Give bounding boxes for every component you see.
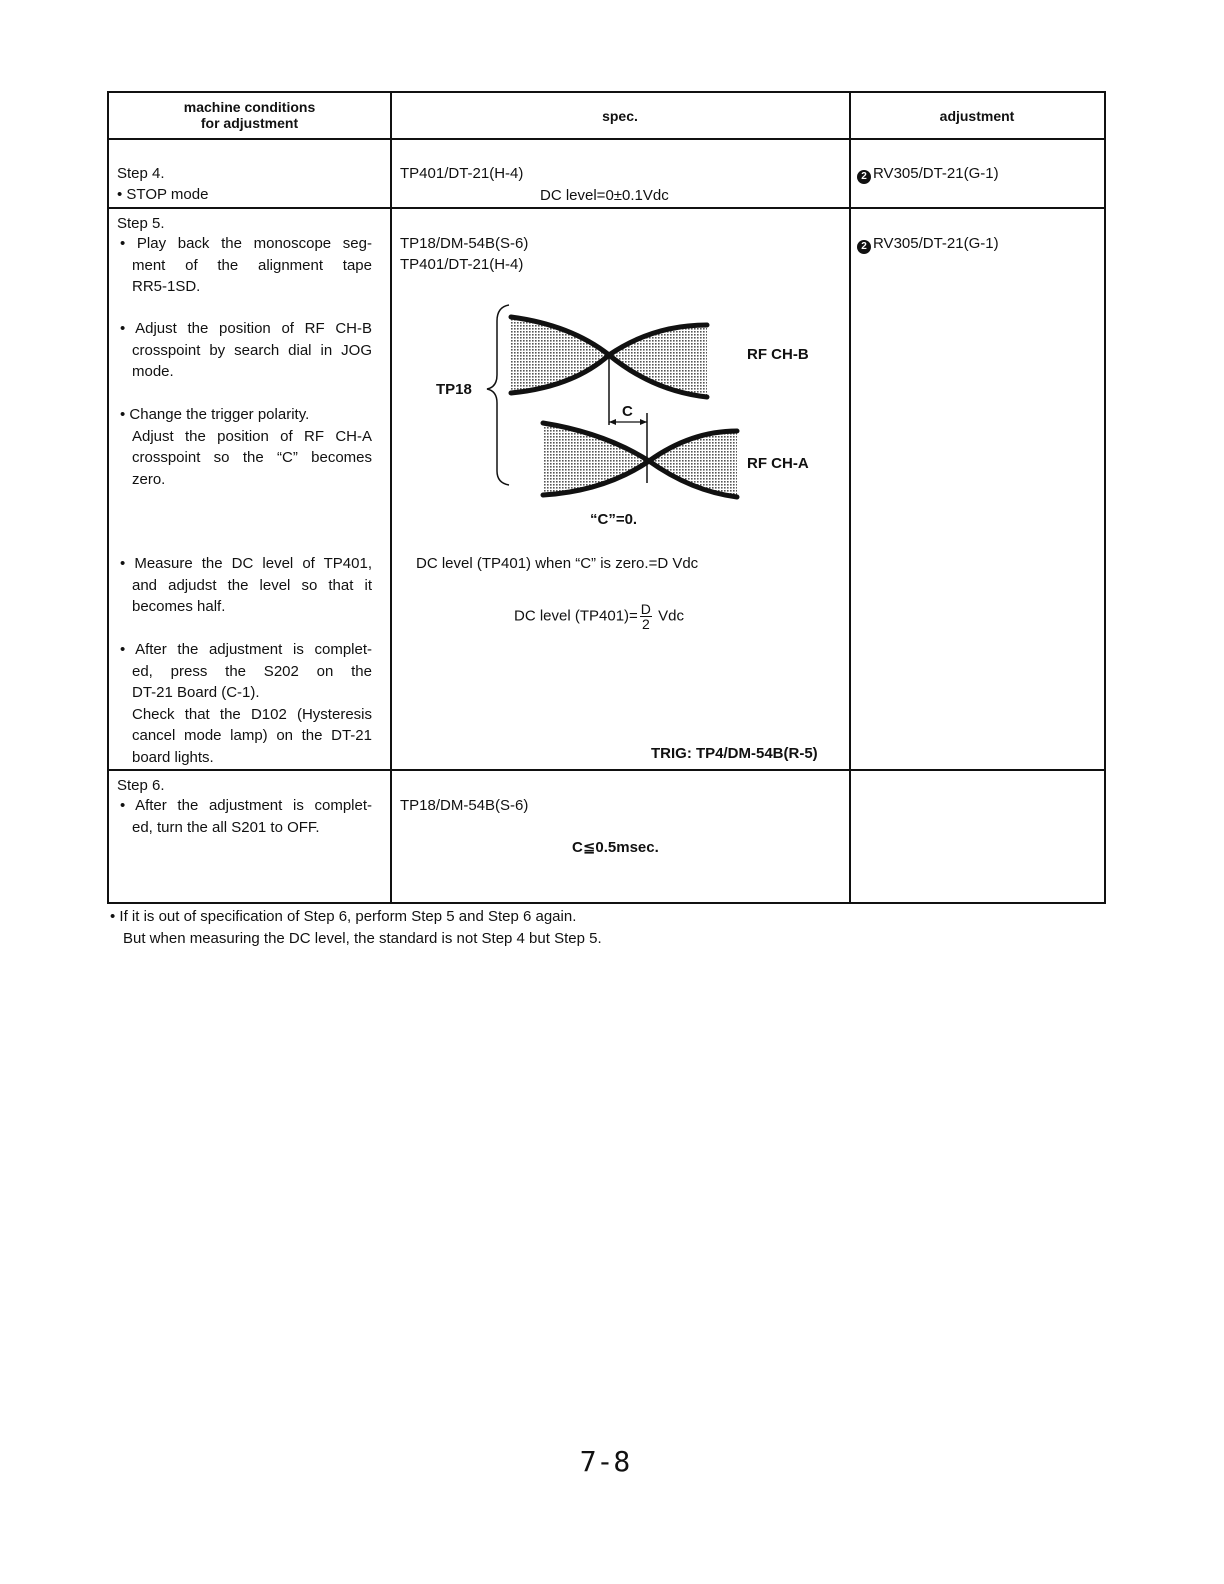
step6-spec-tp: TP18/DM-54B(S-6)	[400, 797, 529, 814]
step4-spec-level: DC level=0±0.1Vdc	[540, 187, 669, 204]
step4-adjustment	[857, 163, 999, 185]
header-spec: spec.	[602, 108, 638, 124]
step6-title: Step 6.	[117, 777, 165, 794]
c-arrow-left	[609, 419, 616, 425]
step5-para5-line5: cancel mode lamp) on the DT-21	[132, 727, 372, 744]
step5-para-after	[120, 639, 372, 768]
waveform-diagram	[391, 295, 849, 540]
table-border-left	[107, 91, 109, 904]
step5-para-playback	[120, 233, 372, 298]
step5-para4-line3: becomes half.	[132, 598, 226, 615]
dc-half-prefix: DC level (TP401)=	[514, 607, 638, 625]
c-arrow-right	[640, 419, 647, 425]
header-conditions-line1: machine conditions	[183, 99, 316, 115]
step5-para4-line2: and adjudst the level so that it	[132, 576, 372, 594]
step4-adjustment-text: RV305/DT-21(G-1)	[873, 165, 999, 182]
step4-spec-tp: TP401/DT-21(H-4)	[400, 165, 524, 182]
circled-2-icon: 2	[857, 170, 871, 184]
step5-para5-line2: ed, press the S202 on the	[132, 662, 372, 680]
step5-para1-line3: RR5-1SD.	[132, 278, 201, 295]
diagram-label-c: C	[622, 403, 633, 420]
step4-title: Step 4.	[117, 165, 165, 182]
step5-para1-line1: • Play back the monoscope seg-	[120, 235, 372, 252]
diagram-caption: “C”=0.	[590, 511, 638, 528]
page-number: 7-8	[579, 1445, 631, 1478]
step5-para1-line2: ment of the alignment tape	[132, 256, 372, 274]
tp18-brace	[487, 305, 509, 485]
step5-para5-line6: board lights.	[132, 748, 214, 766]
step4-condition: • STOP mode	[117, 186, 209, 203]
step5-para5-line1: • After the adjustment is complet-	[120, 641, 372, 658]
dc-half-suffix: Vdc	[658, 607, 684, 625]
step5-para4-line1: • Measure the DC level of TP401,	[120, 555, 372, 572]
fraction-numerator: D	[640, 601, 651, 617]
row-divider-step4	[107, 207, 1106, 209]
step5-para5-line4: Check that the D102 (Hysteresis	[132, 705, 372, 723]
step5-spec-tp18: TP18/DM-54B(S-6)	[400, 235, 529, 252]
step5-para5-line3: DT-21 Board (C-1).	[132, 684, 260, 701]
step5-para3-line2: Adjust the position of RF CH-A	[132, 427, 372, 445]
step5-para2-line1: • Adjust the position of RF CH-B	[120, 320, 372, 337]
step5-adjustment-text: RV305/DT-21(G-1)	[873, 235, 999, 252]
footnote-line2: But when measuring the DC level, the standard is not Step 4 but Step 5.	[123, 930, 602, 947]
fraction-d-over-2	[640, 602, 652, 631]
step5-adjustment	[857, 233, 999, 255]
table-border-top	[107, 91, 1106, 93]
fraction-denominator: 2	[641, 616, 650, 632]
header-conditions-line2: for adjustment	[200, 115, 299, 131]
step5-spec-tp401: TP401/DT-21(H-4)	[400, 256, 524, 273]
footnote-line1: • If it is out of specification of Step 6, perform Step 5 and Step 6 again.	[110, 908, 577, 925]
column-divider-2	[849, 91, 851, 904]
step5-spec-dc-when-zero: DC level (TP401) when “C” is zero.=D Vdc	[416, 555, 699, 572]
row-divider-step5	[107, 769, 1106, 771]
step6-para-after	[120, 795, 372, 838]
step5-para-cha	[120, 404, 372, 490]
step5-spec-dc-half	[514, 602, 684, 631]
header-conditions	[109, 99, 390, 131]
step6-spec-c: C≦0.5msec.	[572, 839, 659, 856]
step5-title: Step 5.	[117, 215, 165, 232]
step5-para2-line3: mode.	[132, 363, 174, 380]
header-adjustment: adjustment	[939, 108, 1015, 124]
diagram-label-tp18: TP18	[436, 381, 472, 398]
step5-para-measure	[120, 553, 372, 618]
step5-para-chb	[120, 318, 372, 383]
table-border-right	[1104, 91, 1106, 904]
table-border-bottom	[107, 902, 1106, 904]
header-divider	[107, 138, 1106, 140]
step6-para1-line2: ed, turn the all S201 to OFF.	[132, 818, 320, 836]
step5-trig: TRIG: TP4/DM-54B(R-5)	[651, 745, 818, 762]
step5-para3-line1: • Change the trigger polarity.	[120, 406, 310, 423]
step5-para2-line2: crosspoint by search dial in JOG	[132, 341, 372, 359]
diagram-label-rf-cha: RF CH-A	[747, 455, 809, 472]
step5-para3-line3: crosspoint so the “C” becomes	[132, 449, 372, 466]
step5-para3-line4: zero.	[132, 470, 166, 488]
circled-2-icon: 2	[857, 240, 871, 254]
step6-para1-line1: • After the adjustment is complet-	[120, 797, 372, 814]
diagram-label-rf-chb: RF CH-B	[747, 346, 809, 363]
